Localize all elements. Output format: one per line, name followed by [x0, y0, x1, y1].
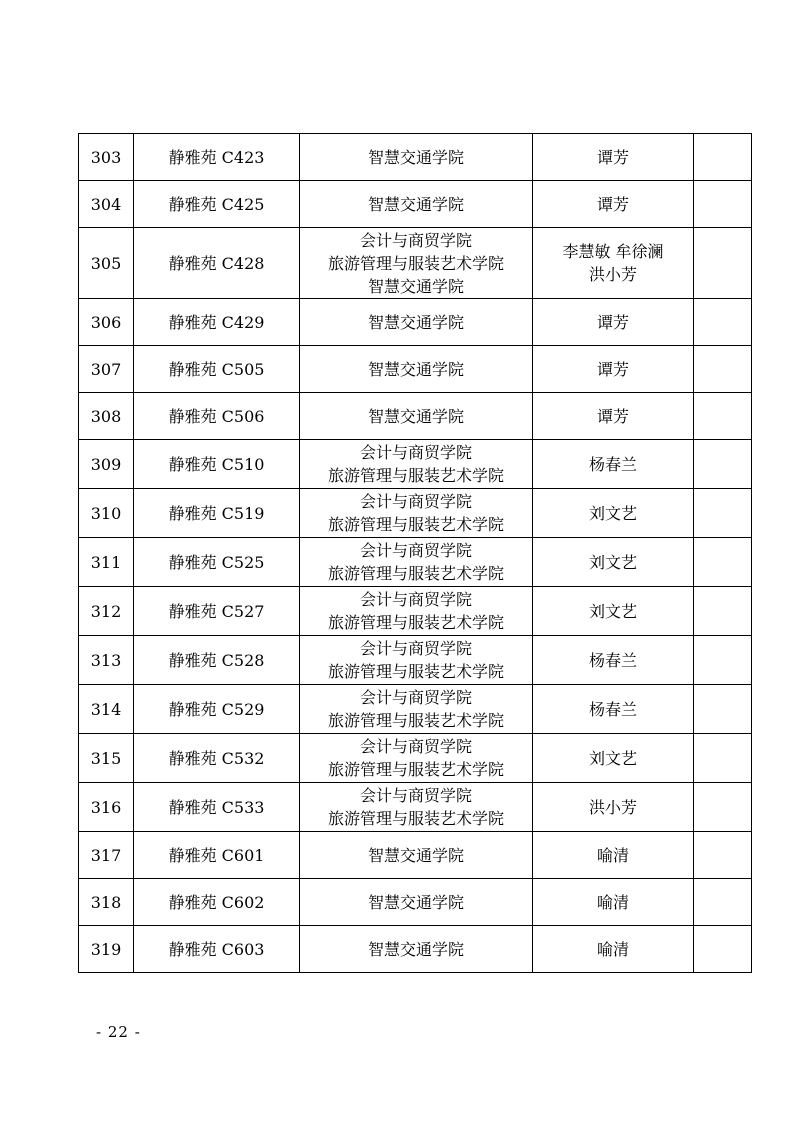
room-cell: 静雅苑 C510	[134, 440, 300, 489]
person-cell	[533, 783, 694, 832]
person-name: 谭芳	[596, 406, 629, 426]
person-name: 杨春兰	[588, 650, 637, 670]
note-cell	[694, 181, 752, 228]
note-cell	[694, 228, 752, 299]
college-cell	[300, 879, 533, 926]
college-name: 智慧交通学院	[367, 276, 464, 296]
college-name: 旅游管理与服装艺术学院	[327, 466, 504, 485]
college-cell	[300, 783, 533, 832]
person-name: 杨春兰	[588, 454, 637, 474]
row-number-cell: 306	[79, 299, 134, 346]
college-name: 智慧交通学院	[367, 845, 464, 865]
row-number-cell: 319	[79, 926, 134, 973]
college-name: 会计与商贸学院	[359, 230, 472, 250]
college-cell	[300, 489, 533, 538]
person-name: 喻清	[596, 892, 629, 912]
note-cell	[694, 489, 752, 538]
room-cell: 静雅苑 C505	[134, 346, 300, 393]
person-name: 刘文艺	[588, 503, 637, 523]
person-name: 刘文艺	[588, 552, 637, 572]
person-name: 李慧敏 牟徐澜	[562, 242, 664, 261]
row-number-cell: 315	[79, 734, 134, 783]
note-cell	[694, 783, 752, 832]
room-cell: 静雅苑 C528	[134, 636, 300, 685]
college-cell	[300, 587, 533, 636]
college-cell	[300, 228, 533, 299]
row-number-cell: 307	[79, 346, 134, 393]
person-cell	[533, 538, 694, 587]
row-number-cell: 310	[79, 489, 134, 538]
person-cell	[533, 926, 694, 973]
table-row	[79, 685, 752, 734]
college-cell	[300, 299, 533, 346]
college-name: 会计与商贸学院	[359, 737, 472, 756]
page-number: - 22 -	[96, 1023, 141, 1041]
person-cell	[533, 228, 694, 299]
note-cell	[694, 879, 752, 926]
college-name: 旅游管理与服装艺术学院	[327, 613, 504, 632]
room-cell: 静雅苑 C529	[134, 685, 300, 734]
college-cell	[300, 393, 533, 440]
college-name: 旅游管理与服装艺术学院	[327, 564, 504, 583]
college-name: 智慧交通学院	[367, 194, 464, 214]
college-name: 智慧交通学院	[367, 406, 464, 426]
note-cell	[694, 299, 752, 346]
person-name: 谭芳	[596, 359, 629, 379]
person-name: 谭芳	[596, 312, 629, 332]
person-cell	[533, 734, 694, 783]
table-row	[79, 832, 752, 879]
note-cell	[694, 440, 752, 489]
row-number-cell: 313	[79, 636, 134, 685]
row-number-cell: 309	[79, 440, 134, 489]
table-row	[79, 134, 752, 181]
person-cell	[533, 181, 694, 228]
college-name: 智慧交通学院	[367, 939, 464, 959]
room-cell: 静雅苑 C519	[134, 489, 300, 538]
table-row	[79, 440, 752, 489]
college-name: 会计与商贸学院	[359, 443, 472, 462]
college-name: 会计与商贸学院	[359, 688, 472, 707]
person-cell	[533, 346, 694, 393]
college-name: 会计与商贸学院	[359, 639, 472, 658]
table-row	[79, 181, 752, 228]
note-cell	[694, 346, 752, 393]
row-number-cell: 318	[79, 879, 134, 926]
table-body	[79, 134, 752, 973]
row-number-cell: 314	[79, 685, 134, 734]
person-cell	[533, 489, 694, 538]
college-name: 会计与商贸学院	[359, 590, 472, 609]
table-row	[79, 783, 752, 832]
room-cell: 静雅苑 C525	[134, 538, 300, 587]
college-name: 旅游管理与服装艺术学院	[327, 809, 504, 828]
college-name: 智慧交通学院	[367, 312, 464, 332]
table-row	[79, 489, 752, 538]
note-cell	[694, 685, 752, 734]
college-cell	[300, 346, 533, 393]
table-row	[79, 538, 752, 587]
table-row	[79, 346, 752, 393]
college-name: 会计与商贸学院	[359, 492, 472, 511]
person-name: 刘文艺	[588, 748, 637, 768]
room-cell: 静雅苑 C429	[134, 299, 300, 346]
room-cell: 静雅苑 C603	[134, 926, 300, 973]
room-cell: 静雅苑 C506	[134, 393, 300, 440]
person-cell	[533, 134, 694, 181]
college-name: 旅游管理与服装艺术学院	[327, 515, 504, 534]
person-cell	[533, 299, 694, 346]
college-cell	[300, 926, 533, 973]
person-name: 洪小芳	[588, 797, 637, 817]
room-cell: 静雅苑 C602	[134, 879, 300, 926]
room-cell: 静雅苑 C428	[134, 228, 300, 299]
row-number-cell: 304	[79, 181, 134, 228]
college-name: 旅游管理与服装艺术学院	[327, 760, 504, 779]
room-cell: 静雅苑 C423	[134, 134, 300, 181]
note-cell	[694, 636, 752, 685]
person-cell	[533, 393, 694, 440]
college-name: 会计与商贸学院	[359, 786, 472, 805]
college-name: 智慧交通学院	[367, 147, 464, 167]
person-cell	[533, 587, 694, 636]
person-name: 喻清	[596, 845, 629, 865]
table-row	[79, 393, 752, 440]
college-cell	[300, 685, 533, 734]
person-cell	[533, 832, 694, 879]
college-cell	[300, 181, 533, 228]
person-name: 喻清	[596, 939, 629, 959]
room-cell: 静雅苑 C425	[134, 181, 300, 228]
college-cell	[300, 134, 533, 181]
person-cell	[533, 685, 694, 734]
person-name: 刘文艺	[588, 601, 637, 621]
row-number-cell: 311	[79, 538, 134, 587]
row-number-cell: 305	[79, 228, 134, 299]
table-row	[79, 734, 752, 783]
college-name: 旅游管理与服装艺术学院	[327, 253, 504, 273]
table-row	[79, 636, 752, 685]
table-row	[79, 587, 752, 636]
note-cell	[694, 587, 752, 636]
person-name: 谭芳	[596, 194, 629, 214]
table-row	[79, 228, 752, 299]
college-cell	[300, 440, 533, 489]
table-row	[79, 926, 752, 973]
person-cell	[533, 440, 694, 489]
person-name: 洪小芳	[588, 265, 637, 284]
person-name: 谭芳	[596, 147, 629, 167]
college-cell	[300, 538, 533, 587]
row-number-cell: 317	[79, 832, 134, 879]
note-cell	[694, 926, 752, 973]
college-name: 旅游管理与服装艺术学院	[327, 711, 504, 730]
row-number-cell: 312	[79, 587, 134, 636]
note-cell	[694, 538, 752, 587]
table-row	[79, 299, 752, 346]
note-cell	[694, 393, 752, 440]
college-name: 智慧交通学院	[367, 359, 464, 379]
room-cell: 静雅苑 C532	[134, 734, 300, 783]
room-cell: 静雅苑 C601	[134, 832, 300, 879]
room-cell: 静雅苑 C527	[134, 587, 300, 636]
person-name: 杨春兰	[588, 699, 637, 719]
college-cell	[300, 636, 533, 685]
room-cell: 静雅苑 C533	[134, 783, 300, 832]
row-number-cell: 316	[79, 783, 134, 832]
college-cell	[300, 832, 533, 879]
person-cell	[533, 636, 694, 685]
college-name: 智慧交通学院	[367, 892, 464, 912]
college-cell	[300, 734, 533, 783]
college-name: 会计与商贸学院	[359, 541, 472, 560]
row-number-cell: 308	[79, 393, 134, 440]
person-cell	[533, 879, 694, 926]
note-cell	[694, 832, 752, 879]
note-cell	[694, 134, 752, 181]
table-row	[79, 879, 752, 926]
college-name: 旅游管理与服装艺术学院	[327, 662, 504, 681]
dormitory-assignment-table	[78, 133, 752, 973]
note-cell	[694, 734, 752, 783]
row-number-cell: 303	[79, 134, 134, 181]
